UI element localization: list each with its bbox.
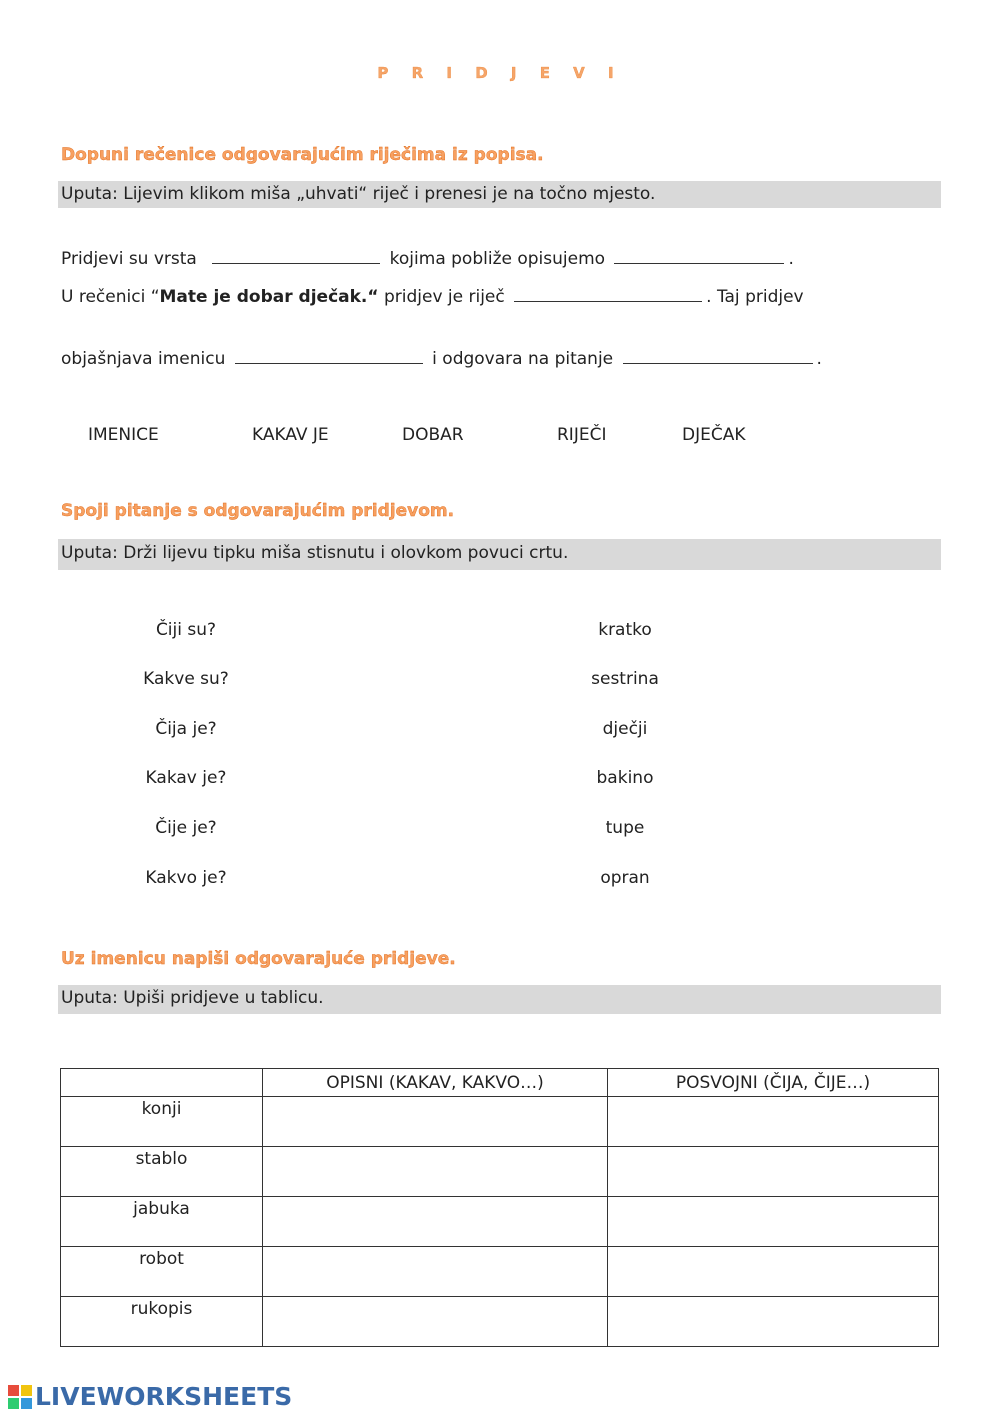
table-header-row <box>61 1069 939 1097</box>
table-header-posvojni: POSVOJNI (ČIJA, ČIJE…) <box>608 1069 939 1097</box>
drop-blank-4[interactable] <box>235 349 423 364</box>
match-answer[interactable]: dječji <box>602 719 648 739</box>
match-question[interactable]: Čija je? <box>155 719 217 739</box>
section3-instruction: Uputa: Upiši pridjeve u tablicu. <box>58 985 941 1014</box>
opisni-input-cell[interactable] <box>263 1147 608 1197</box>
posvojni-input-cell[interactable] <box>608 1197 939 1247</box>
opisni-input-cell[interactable] <box>263 1247 608 1297</box>
logo-square <box>8 1385 19 1396</box>
match-question[interactable]: Kakvo je? <box>145 868 227 888</box>
section1-heading: Dopuni rečenice odgovarajućim riječima iz popisa. <box>61 145 544 165</box>
sentence-text: kojima pobliže opisujemo <box>389 249 606 269</box>
match-answer[interactable]: tupe <box>605 818 645 838</box>
match-question[interactable]: Kakav je? <box>145 768 227 788</box>
table-row <box>61 1097 939 1147</box>
sentence-text: i odgovara na pitanje <box>432 349 614 369</box>
sentence-text: U rečenici “ <box>61 287 160 307</box>
match-question[interactable]: Čije je? <box>155 818 217 838</box>
adjective-table <box>60 1068 939 1347</box>
table-header-opisni: OPISNI (KAKAV, KAKVO…) <box>263 1069 608 1097</box>
match-answer[interactable]: kratko <box>598 620 652 640</box>
logo-square <box>21 1385 32 1396</box>
drop-blank-1[interactable] <box>212 249 380 264</box>
noun-cell: rukopis <box>61 1297 263 1347</box>
word-bank-item[interactable]: IMENICE <box>88 425 159 445</box>
sentence-line-3 <box>61 349 822 369</box>
table-row <box>61 1247 939 1297</box>
table-header-empty <box>61 1069 263 1097</box>
table-row <box>61 1147 939 1197</box>
word-bank-item[interactable]: KAKAV JE <box>252 425 329 445</box>
drop-blank-5[interactable] <box>623 349 813 364</box>
sentence-text: . <box>788 249 794 269</box>
logo-grid-icon <box>8 1385 32 1409</box>
page-title: P R I D J E V I <box>377 64 623 82</box>
section2-instruction: Uputa: Drži lijevu tipku miša stisnutu i olovkom povuci crtu. <box>58 539 941 570</box>
sentence-text: pridjev je riječ <box>378 287 505 307</box>
table-row <box>61 1197 939 1247</box>
section2-heading: Spoji pitanje s odgovarajućim pridjevom. <box>61 501 455 521</box>
logo-square <box>21 1398 32 1409</box>
noun-cell: robot <box>61 1247 263 1297</box>
sentence-text: Pridjevi su vrsta <box>61 249 197 269</box>
section3-heading: Uz imenicu napiši odgovarajuće pridjeve. <box>61 949 456 969</box>
opisni-input-cell[interactable] <box>263 1097 608 1147</box>
sentence-line-2 <box>61 287 804 307</box>
sentence-text: . <box>816 349 822 369</box>
match-question[interactable]: Čiji su? <box>155 620 217 640</box>
word-bank-item[interactable]: DJEČAK <box>682 425 746 445</box>
match-answer[interactable]: opran <box>600 868 650 888</box>
logo-square <box>8 1398 19 1409</box>
table-row <box>61 1297 939 1347</box>
sentence-text: . Taj pridjev <box>706 287 804 307</box>
match-answer[interactable]: bakino <box>596 768 654 788</box>
liveworksheets-logo <box>8 1382 292 1411</box>
match-question[interactable]: Kakve su? <box>143 669 229 689</box>
posvojni-input-cell[interactable] <box>608 1147 939 1197</box>
sentence-text: objašnjava imenicu <box>61 349 226 369</box>
posvojni-input-cell[interactable] <box>608 1297 939 1347</box>
word-bank-item[interactable]: RIJEČI <box>557 425 607 445</box>
opisni-input-cell[interactable] <box>263 1297 608 1347</box>
noun-cell: stablo <box>61 1147 263 1197</box>
drop-blank-3[interactable] <box>514 287 702 302</box>
sentence-line-1 <box>61 249 794 269</box>
noun-cell: jabuka <box>61 1197 263 1247</box>
drop-blank-2[interactable] <box>614 249 784 264</box>
word-bank-item[interactable]: DOBAR <box>402 425 464 445</box>
opisni-input-cell[interactable] <box>263 1197 608 1247</box>
match-answer[interactable]: sestrina <box>591 669 659 689</box>
noun-cell: konji <box>61 1097 263 1147</box>
posvojni-input-cell[interactable] <box>608 1247 939 1297</box>
example-sentence: Mate je dobar dječak.“ <box>159 287 379 307</box>
posvojni-input-cell[interactable] <box>608 1097 939 1147</box>
logo-text: LIVEWORKSHEETS <box>35 1382 293 1411</box>
section1-instruction: Uputa: Lijevim klikom miša „uhvati“ riječ i prenesi je na točno mjesto. <box>58 181 941 208</box>
